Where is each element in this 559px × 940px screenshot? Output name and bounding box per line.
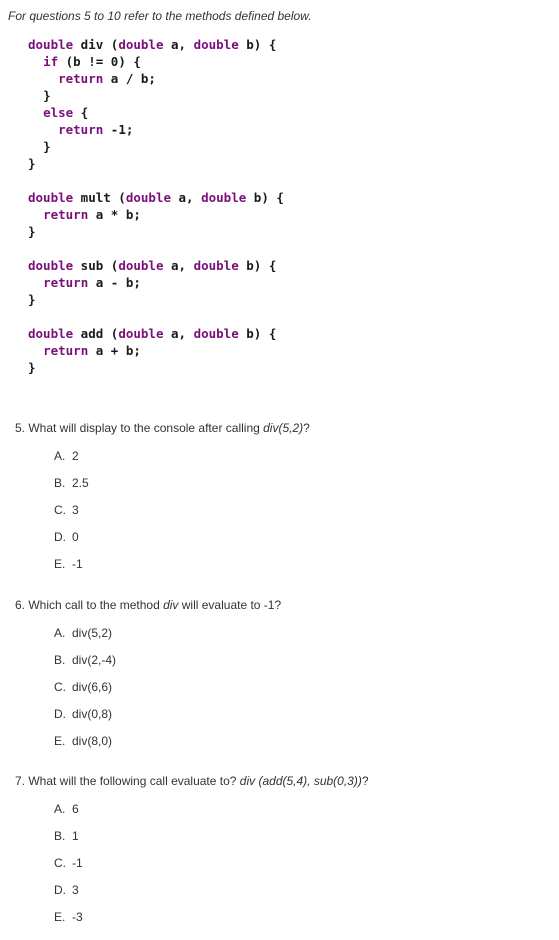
answer-option-d[interactable]: D. div(0,8) [54, 707, 113, 721]
question-text: 5. What will display to the console after calling div(5,2)? [15, 421, 310, 435]
answer-option-c[interactable]: C. div(6,6) [54, 680, 113, 694]
answer-option-c[interactable]: C. -1 [54, 856, 83, 870]
code-line-div-signature: double div (double a, double b) { [28, 37, 277, 52]
question-7 [15, 773, 369, 931]
instructions-text: For questions 5 to 10 refer to the methods defined below. [8, 9, 312, 23]
code-line-add-return: return a + b; [43, 343, 141, 358]
answer-option-d[interactable]: D. 0 [54, 530, 79, 544]
code-line-sub-return: return a - b; [43, 275, 141, 290]
answer-option-b[interactable]: B. 2.5 [54, 476, 89, 490]
answer-option-b[interactable]: B. 1 [54, 829, 79, 843]
question-5 [15, 420, 310, 578]
code-line-div-close-if: } [43, 88, 51, 103]
code-line-add-signature: double add (double a, double b) { [28, 326, 277, 341]
code-line-div-else: else { [43, 105, 89, 120]
answer-options [15, 443, 310, 578]
code-line-mult-signature: double mult (double a, double b) { [28, 190, 284, 205]
question-6 [15, 597, 281, 755]
code-line-add-close: } [28, 360, 36, 375]
code-line-mult-return: return a * b; [43, 207, 141, 222]
answer-option-d[interactable]: D. 3 [54, 883, 79, 897]
answer-options [15, 620, 281, 755]
code-line-div-return: return a / b; [58, 71, 156, 86]
code-line-sub-signature: double sub (double a, double b) { [28, 258, 277, 273]
answer-options [15, 796, 369, 931]
question-text: 6. Which call to the method div will evaluate to -1? [15, 598, 282, 612]
answer-option-a[interactable]: A. 6 [54, 802, 79, 816]
code-line-mult-close: } [28, 224, 36, 239]
code-line-div-close: } [28, 156, 36, 171]
answer-option-a[interactable]: A. 2 [54, 449, 79, 463]
code-line-div-if: if (b != 0) { [43, 54, 141, 69]
question-text: 7. What will the following call evaluate to? div (add(5,4), sub(0,3))? [15, 774, 369, 788]
code-line-div-return-neg: return -1; [58, 122, 134, 137]
answer-option-c[interactable]: C. 3 [54, 503, 79, 517]
answer-option-e[interactable]: E. -3 [54, 910, 83, 924]
answer-option-e[interactable]: E. div(8,0) [54, 734, 113, 748]
answer-option-e[interactable]: E. -1 [54, 557, 83, 571]
answer-option-b[interactable]: B. div(2,-4) [54, 653, 117, 667]
code-listing [28, 36, 284, 376]
code-line-div-close-else: } [43, 139, 51, 154]
answer-option-a[interactable]: A. div(5,2) [54, 626, 113, 640]
code-line-sub-close: } [28, 292, 36, 307]
